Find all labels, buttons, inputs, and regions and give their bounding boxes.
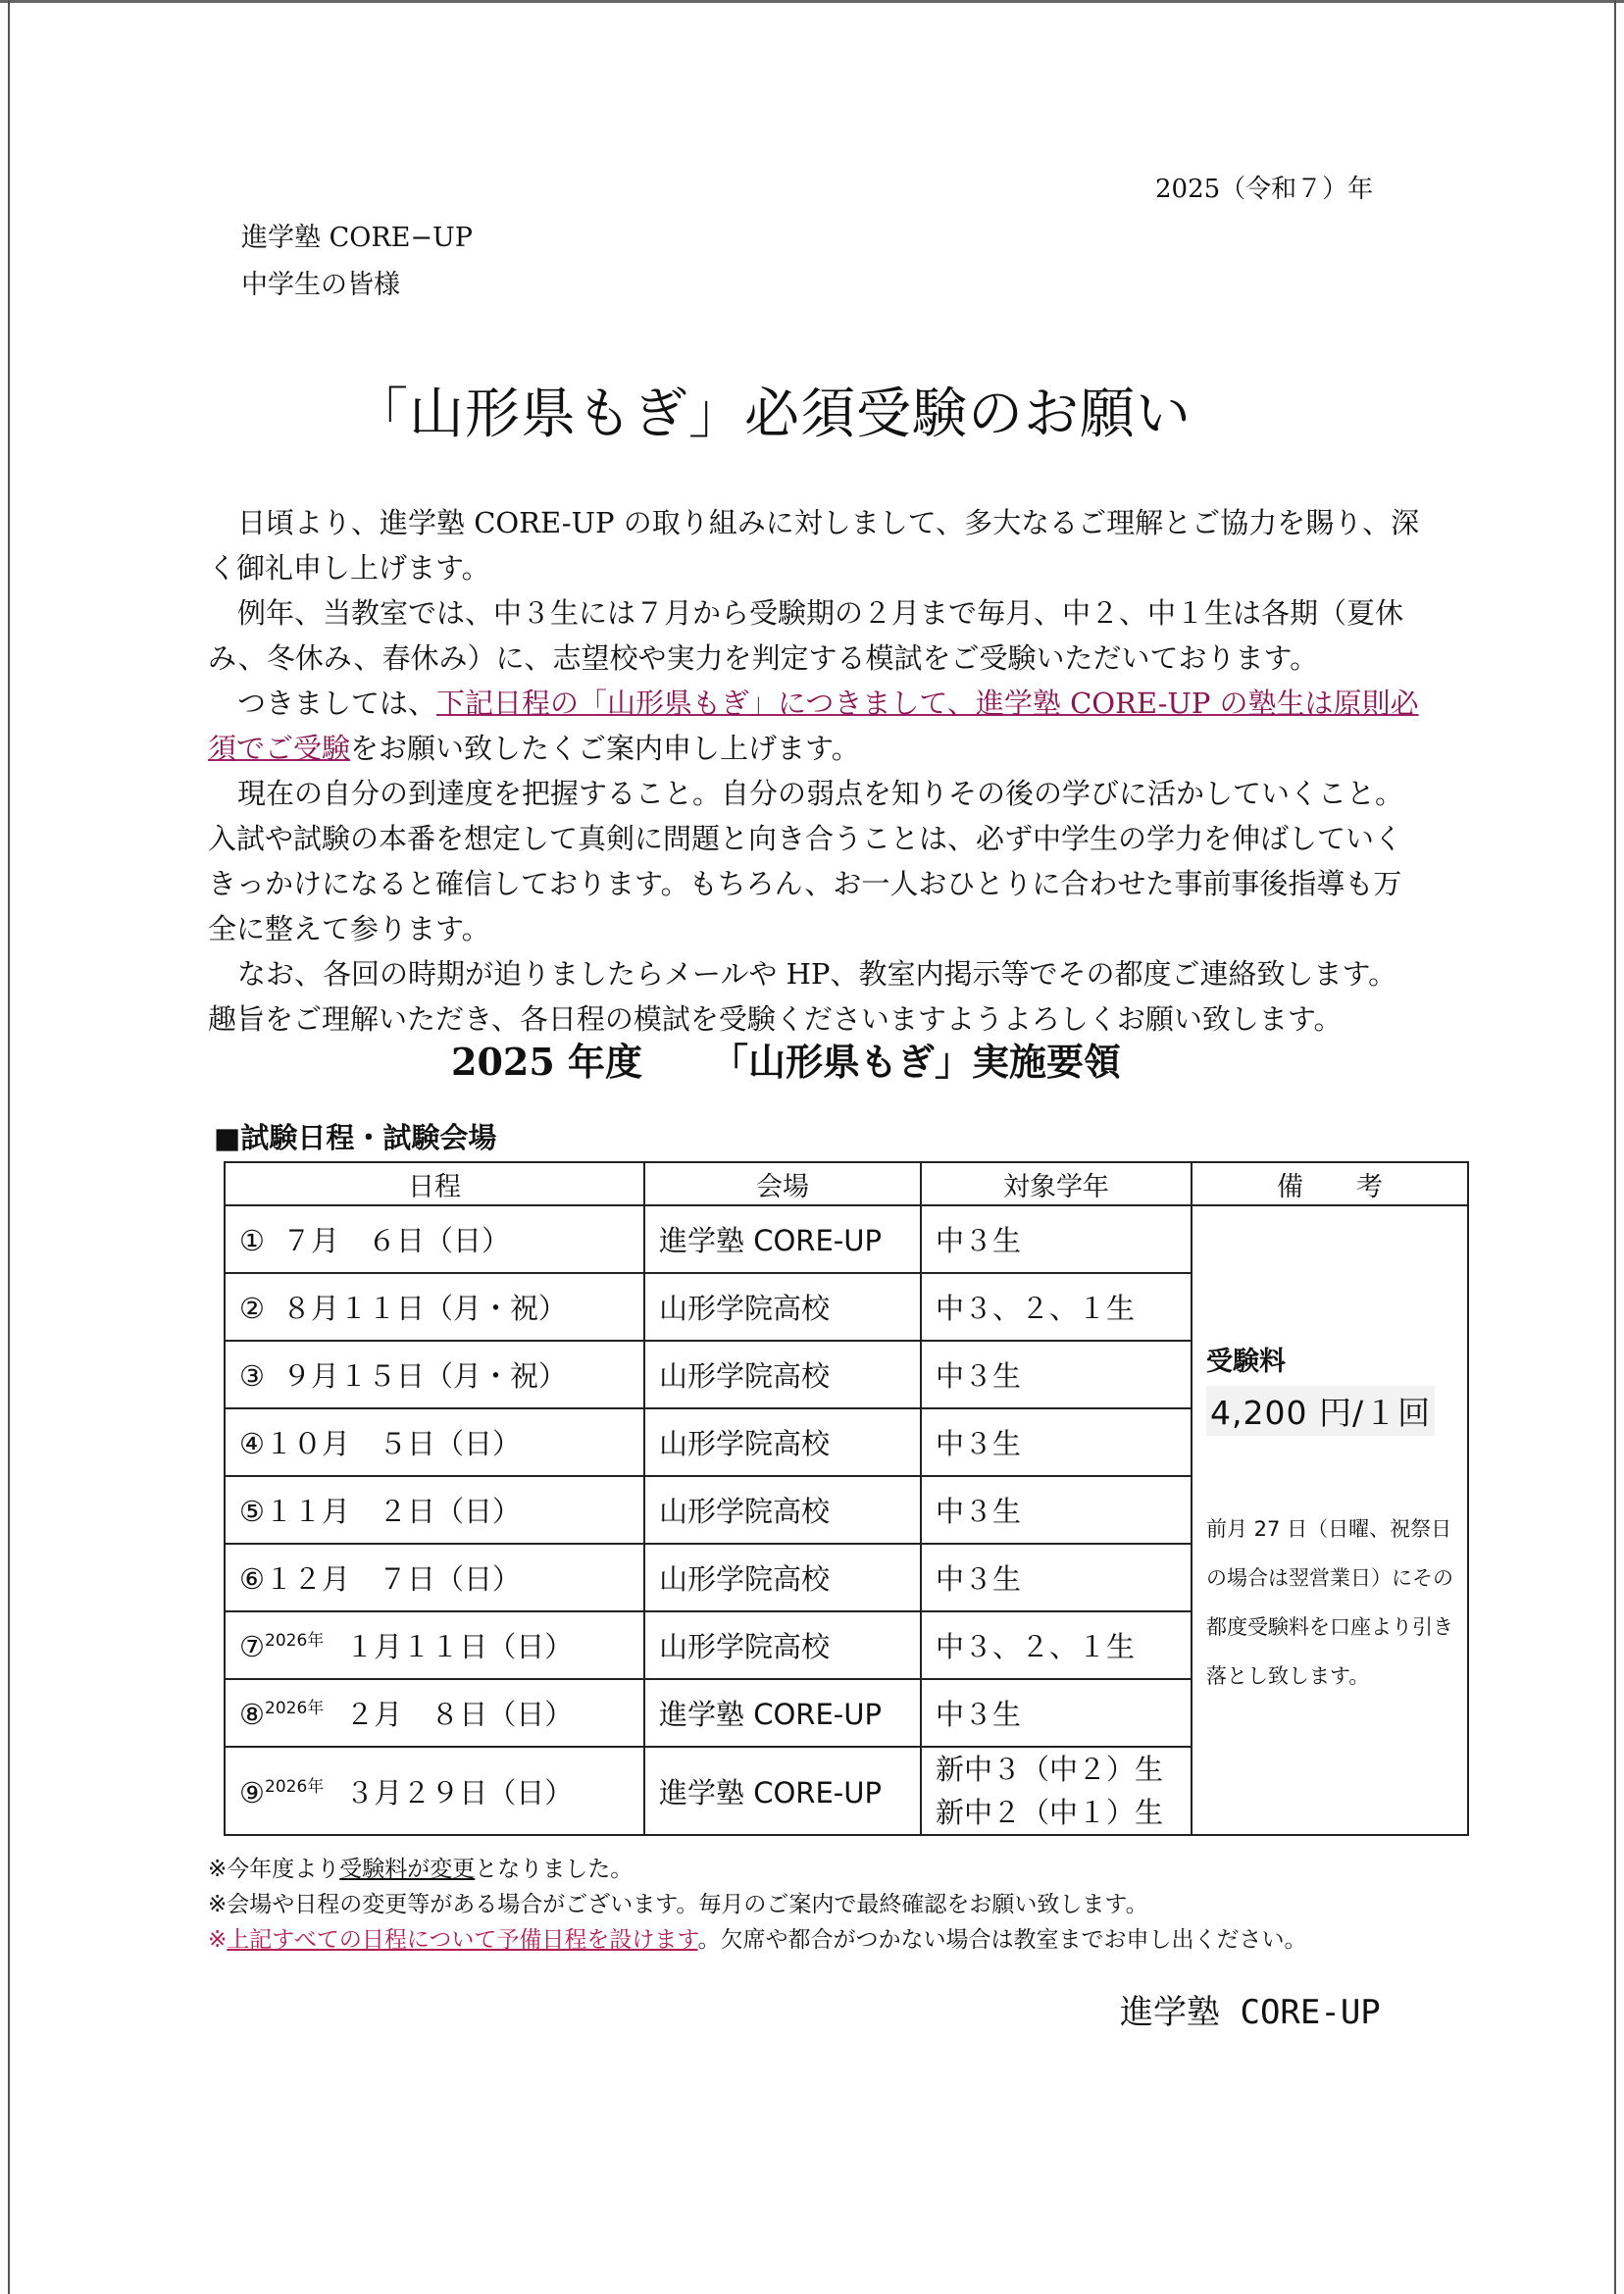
schedule-table [224,1161,1469,1836]
fee-note-cell [1192,1205,1468,1835]
target-cell: 中３生 [921,1679,1192,1747]
footnote-reserve-dates [208,1922,1307,1958]
issue-date: 2025（令和７）年 [1155,175,1374,204]
row-index: ② [239,1292,265,1325]
date-cell [225,1679,644,1747]
row-date: ８月１１日（月・祝） [282,1292,568,1325]
section-year: 2025 年度 [451,1040,642,1084]
letter-body [208,500,1424,1042]
venue-cell: 進学塾 CORE-UP [644,1747,921,1835]
column-header-note: 備 考 [1192,1162,1468,1205]
scan-edge-right [1614,0,1616,2294]
paragraph-purpose: 現在の自分の到達度を把握すること。自分の弱点を知りその後の学びに活かしていくこと。入試や試験の本番を想定して真剣に問題と向き合うことは、必ず中学生の学力を伸ばしていくきっかけになると確信しております。もちろん、お一人おひとりに合わせた事前事後指導も万全に整えて参ります。 [208,777,1404,945]
row-date: ９月１５日（月・祝） [282,1359,568,1393]
target-cell: 中３生 [921,1341,1192,1408]
venue-cell: 山形学院高校 [644,1273,921,1341]
target-cell: 中３生 [921,1476,1192,1544]
venue-cell: 山形学院高校 [644,1408,921,1476]
schedule-heading: ■試験日程・試験会場 [214,1121,497,1154]
target-cell: 中３、２、１生 [921,1611,1192,1679]
footnote-text: ※今年度より [208,1857,340,1882]
row-date: ２月 ８日（日） [345,1698,574,1731]
table-row [225,1205,1468,1273]
request-tail: をお願い致したくご案内申し上げます。 [350,732,860,765]
paragraph-greeting: 日頃より、進学塾 CORE-UP の取り組みに対しまして、多大なるご理解とご協力を賜り、深く御礼申し上げます。 [208,506,1420,585]
footnote-venue-change: ※会場や日程の変更等がある場合がございます。毎月のご案内で最終確認をお願い致します。 [208,1892,1148,1917]
date-cell [225,1205,644,1273]
venue-cell: 進学塾 CORE-UP [644,1205,921,1273]
paragraph-background: 例年、当教室では、中３生には７月から受験期の２月まで毎月、中２、中１生は各期（夏休み、冬休み、春休み）に、志望校や実力を判定する模試をご受験いただいております。 [208,596,1404,675]
row-date: １月１１日（日） [345,1630,574,1663]
fee-payment-note: 前月 27 日（日曜、祝祭日の場合は翌営業日）にその都度受験料を口座より引き落とし致します。 [1206,1517,1453,1688]
row-date: １１月 ２日（日） [265,1495,522,1528]
date-cell [225,1747,644,1835]
target-cell [921,1747,1192,1835]
section-title [451,1032,1121,1086]
row-index: ④ [239,1427,265,1460]
row-index: ⑧ [239,1698,265,1731]
target-cell: 中３、２、１生 [921,1273,1192,1341]
fee-amount: 4,200 円/１回 [1206,1386,1435,1436]
row-date: ３月２９日（日） [345,1775,574,1810]
date-cell [225,1611,644,1679]
request-highlight: 下記日程の「山形県もぎ」につきまして、進学塾 CORE-UP の塾生は原則必須でご受験 [208,687,1419,765]
footnotes [208,1852,1307,1958]
row-year: 2026年 [265,1631,325,1652]
target-line-1: 新中３（中２）生 [936,1753,1164,1786]
target-cell: 中３生 [921,1205,1192,1273]
row-year: 2026年 [265,1776,325,1797]
footnote-text: 。欠席や都合がつかない場合は教室までお申し出ください。 [697,1927,1307,1953]
paragraph-request [208,681,1424,771]
row-index: ⑤ [239,1495,265,1528]
footnote-underlined: 上記すべての日程について予備日程を設けます [227,1927,698,1953]
venue-cell: 進学塾 CORE-UP [644,1679,921,1747]
date-cell [225,1476,644,1544]
fee-label: 受験料 [1206,1347,1286,1377]
row-index: ⑦ [239,1630,265,1663]
footnote-mark: ※ [208,1927,228,1953]
request-lead: つきましては、 [237,687,437,720]
row-index: ③ [239,1359,265,1393]
venue-cell: 山形学院高校 [644,1544,921,1611]
target-line-2: 新中２（中１）生 [936,1796,1164,1829]
footnote-fee-change [208,1852,1307,1887]
row-index: ⑨ [239,1775,265,1810]
venue-cell: 山形学院高校 [644,1611,921,1679]
target-cell: 中３生 [921,1544,1192,1611]
date-cell [225,1273,644,1341]
section-name: 「山形県もぎ」実施要領 [711,1040,1122,1084]
scan-edge-left [8,0,10,2294]
footnote-text: となりました。 [475,1857,634,1882]
row-index: ① [239,1224,265,1257]
table-header-row [225,1162,1468,1205]
row-date: ７月 ６日（日） [282,1224,511,1257]
date-cell [225,1341,644,1408]
paragraph-closing: なお、各回の時期が迫りましたらメールや HP、教室内掲示等でその都度ご連絡致します。趣旨をご理解いただき、各日程の模試を受験くださいますようよろしくお願い致します。 [208,957,1397,1036]
page-title: 「山形県もぎ」必須受験のお願い [353,382,1192,446]
signature: 進学塾 CORE-UP [1120,1993,1381,2032]
column-header-target: 対象学年 [921,1162,1192,1205]
venue-cell: 山形学院高校 [644,1476,921,1544]
column-header-venue: 会場 [644,1162,921,1205]
row-date: １０月 ５日（日） [265,1427,522,1460]
column-header-date: 日程 [225,1162,644,1205]
venue-cell: 山形学院高校 [644,1341,921,1408]
date-cell [225,1544,644,1611]
row-year: 2026年 [265,1699,325,1719]
date-cell [225,1408,644,1476]
row-index: ⑥ [239,1562,265,1596]
row-date: １２月 ７日（日） [265,1562,522,1596]
addressee-school: 進学塾 CORE−UP [241,223,473,253]
addressee-students: 中学生の皆様 [241,270,400,300]
scan-edge-top [0,0,1624,3]
target-cell: 中３生 [921,1408,1192,1476]
footnote-underlined: 受験料が変更 [339,1857,476,1882]
